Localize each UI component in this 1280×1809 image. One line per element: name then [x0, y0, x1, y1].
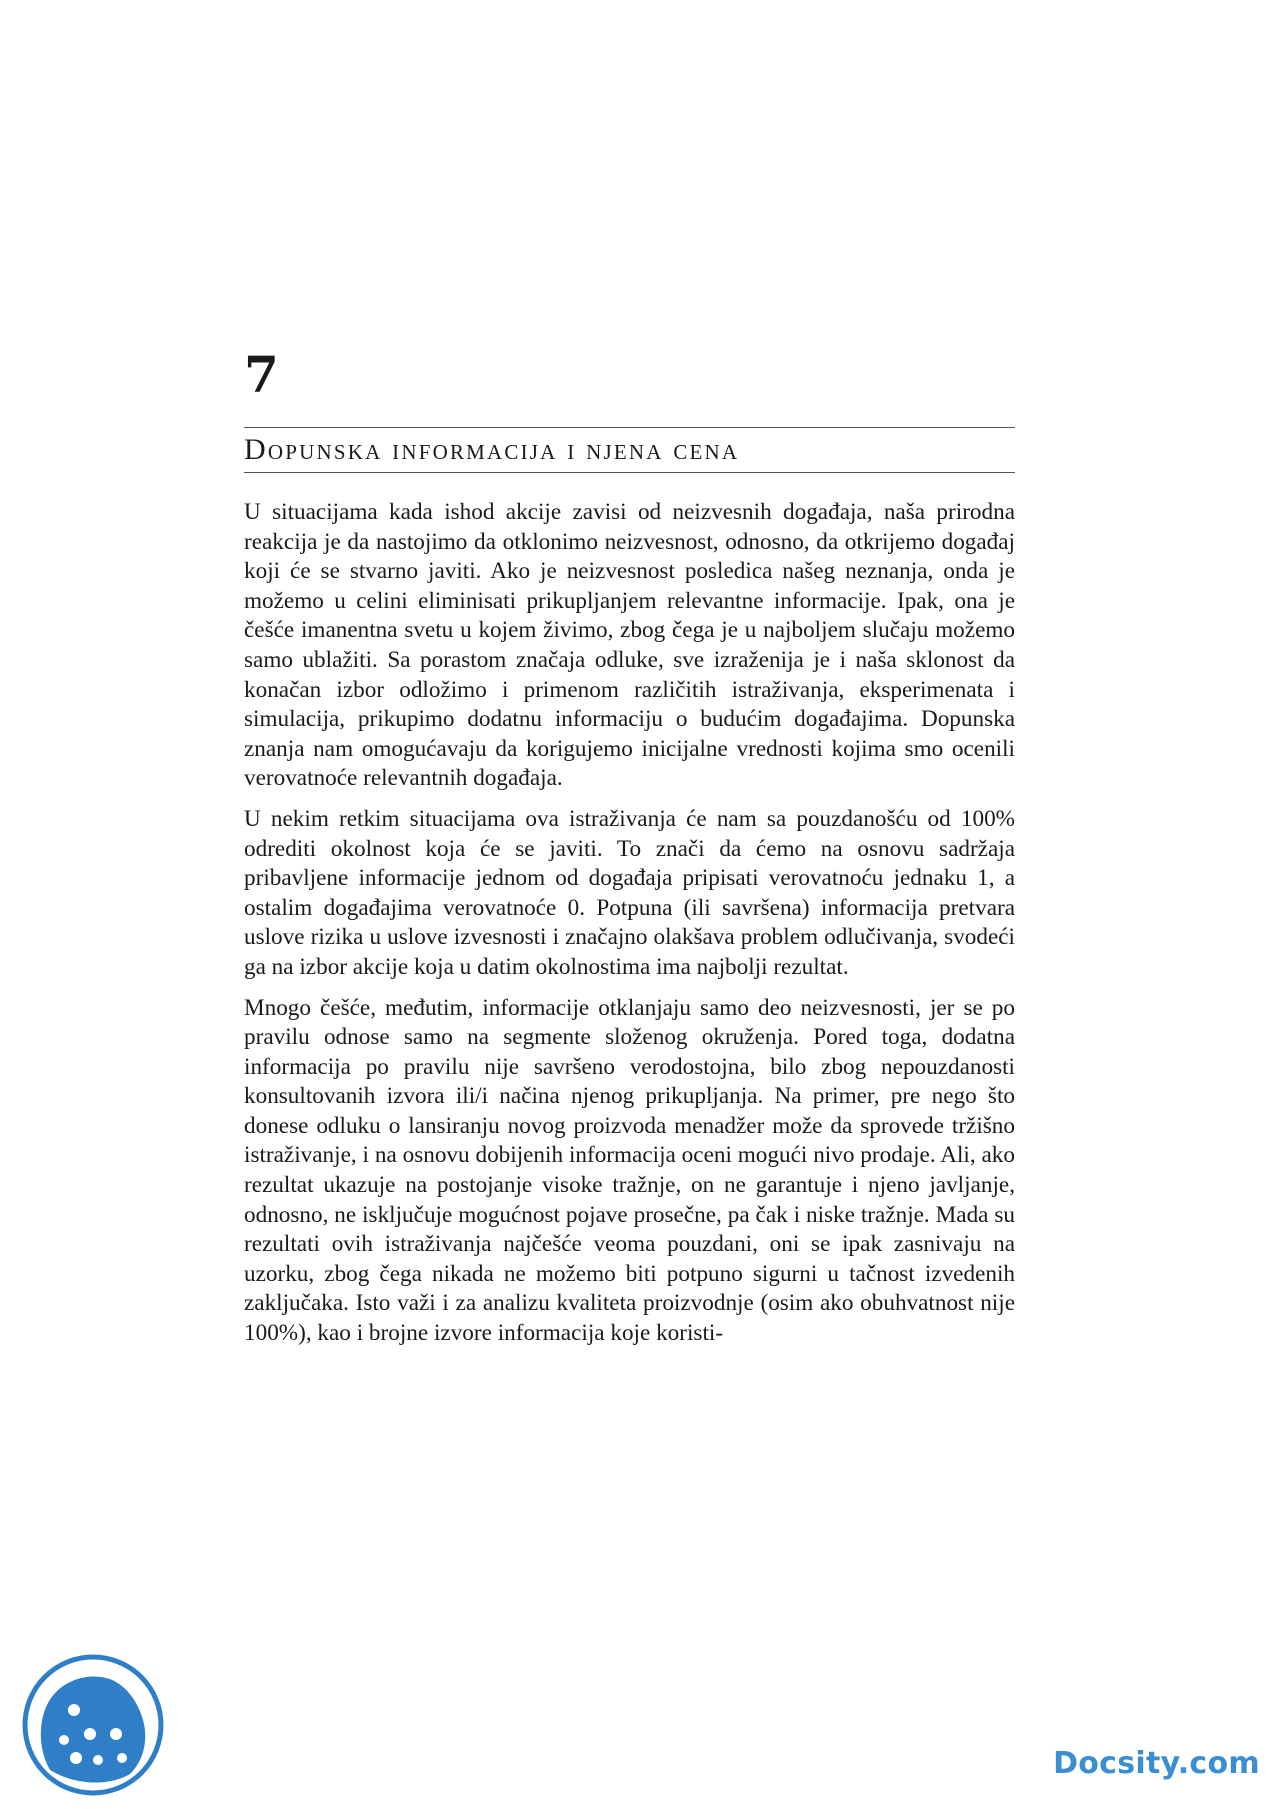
- chapter-number: 7: [244, 345, 279, 404]
- paragraph-3: Mnogo češće, međutim, informacije otklanjaju samo deo neizvesnosti, jer se po pravilu odnose samo na segmente složenog okruženja. Pored toga, dodatna informacija po pravilu nije savršeno verodostojna, bilo zbog nepouzdanosti konsultovanih izvora ili/i načina njenog prikupljanja. Na primer, pre nego što donese odluku o lansiranju novog proizvoda menadžer može da sprovede tržišno istraživanje, i na osnovu dobijenih informacija oceni mogući nivo prodaje. Ali, ako rezultat ukazuje na postojanje visoke tražnje, on ne garantuje i njeno javljanje, odnosno, ne isključuje mogućnost pojave prosečne, pa čak i niske tražnje. Mada su rezultati ovih istraživanja najčešće veoma pouzdani, oni se ipak zasnivaju na uzorku, zbog čega nikada ne možemo biti potpuno sigurni u tačnost izvedenih zaključaka. Isto važi i za analizu kvaliteta proizvodnje (osim ako obuhvatnost nije 100%), kao i brojne izvore informacija koje koristi-: [244, 994, 1015, 1347]
- docsity-logo-icon[interactable]: [20, 1652, 166, 1798]
- body-text: [244, 498, 1015, 1360]
- docsity-watermark[interactable]: Docsity.com: [1053, 1746, 1260, 1781]
- paragraph-2: U nekim retkim situacijama ova istraživanja će nam sa pouzdanošću od 100% odrediti okolnost koja će se javiti. To znači da ćemo na osnovu sadržaja pribavljene informacije jednom od događaja pripisati verovatnoću jednaku 1, a ostalim događajima verovatnoće 0. Potpuna (ili savršena) informacija pretvara uslove rizika u uslove izvesnosti i značajno olakšava problem odlučivanja, svodeći ga na izbor akcije koja u datim okolnostima ima najbolji rezultat.: [244, 805, 1015, 980]
- paragraph-1: U situacijama kada ishod akcije zavisi od neizvesnih događaja, naša prirodna reakcija je da nastojimo da otklonimo neizvesnost, odnosno, da otkrijemo događaj koji će se stvarno javiti. Ako je neizvesnost posledica našeg neznanja, onda je možemo u celini eliminisati prikupljanjem relevantne informacije. Ipak, ona je češće imanentna svetu u kojem živimo, zbog čega je u najboljem slučaju možemo samo ublažiti. Sa porastom značaja odluke, sve izraženija je i naša sklonost da konačan izbor odložimo i primenom različitih istraživanja, eksperimenata i simulacija, prikupimo dodatnu informaciju o budućim događajima. Dopunska znanja nam omogućavaju da korigujemo inicijalne vrednosti kojima smo ocenili verovatnoće relevantnih događaja.: [244, 499, 1015, 792]
- chapter-title: Dopunska informacija i njena cena: [244, 433, 740, 466]
- title-rule-top: [244, 427, 1015, 428]
- title-rule-bottom: [244, 472, 1015, 473]
